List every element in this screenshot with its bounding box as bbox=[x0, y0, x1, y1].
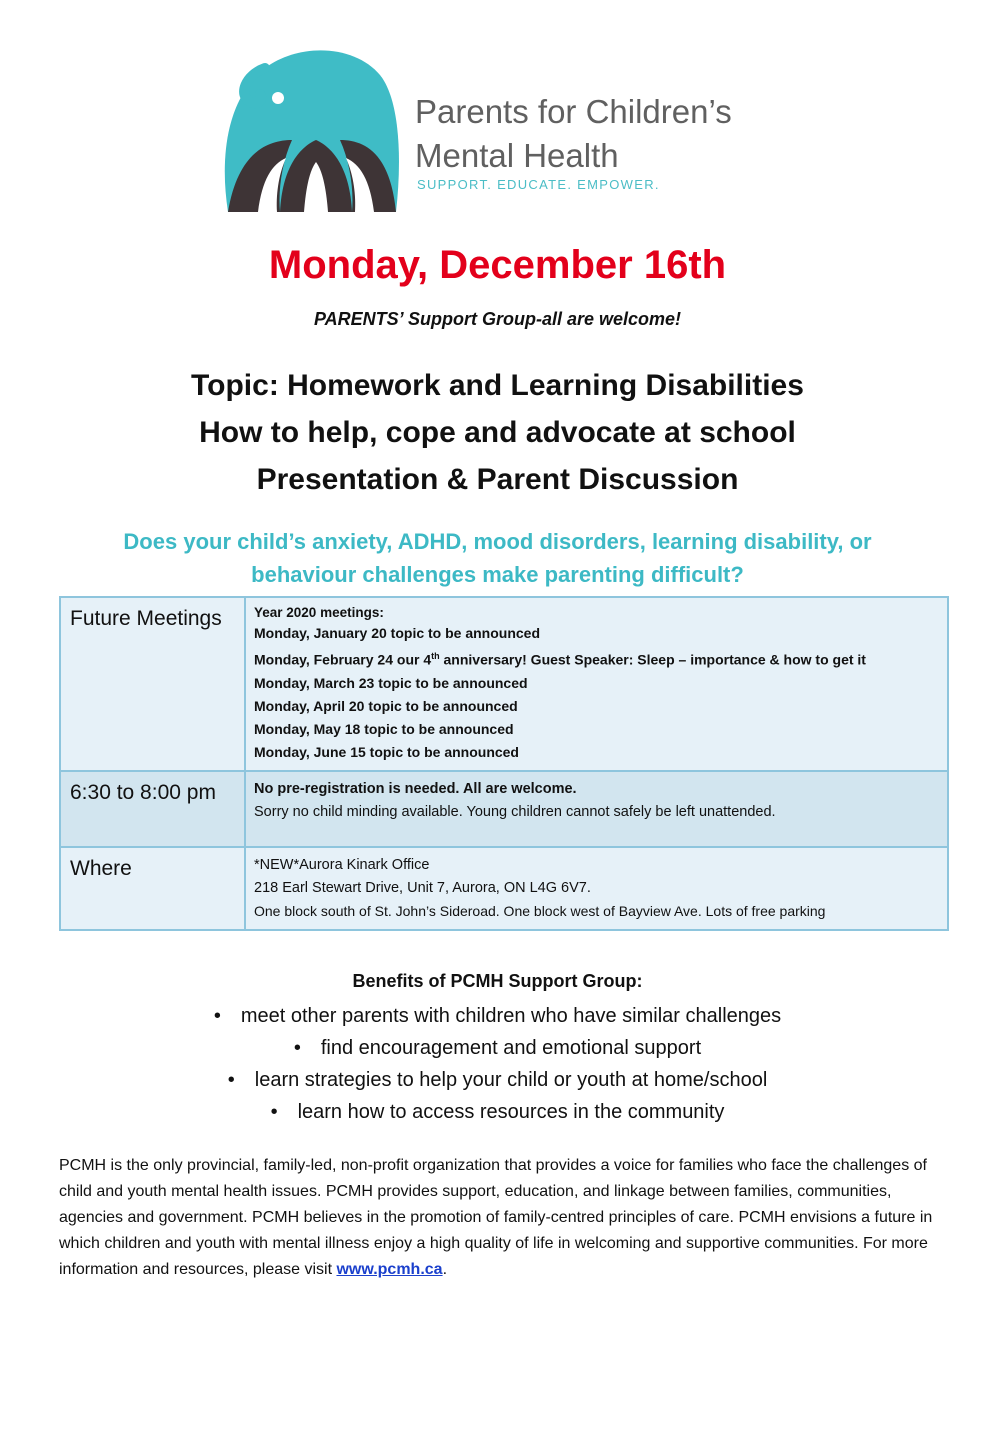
where-line3: One block south of St. John’s Sideroad. One block west of Bayview Ave. Lots of free parking bbox=[254, 902, 826, 919]
feb-prefix: Monday, February 24 our 4 bbox=[254, 651, 432, 668]
about-paragraph bbox=[59, 1153, 944, 1283]
meeting-info-table bbox=[59, 596, 949, 931]
benefits-list bbox=[0, 1000, 995, 1128]
question-line: behaviour challenges make parenting difficult? bbox=[251, 562, 744, 587]
benefit-text: learn strategies to help your child or youth at home/school bbox=[254, 1069, 768, 1091]
time-line1: No pre-registration is needed. All are welcome. bbox=[254, 780, 577, 797]
about-text: PCMH is the only provincial, family-led, non-profit organization that provides a voice for families who face the challenges of child and youth mental health issues. PCMH provides support, education, and linkage between families, communities, agencies and government. PCMH believes in the promotion of family-centred principles of care. PCMH envisions a future in which children and youth with mental illness enjoy a high quality of life in welcoming and supportive communities. For more information and resources, please visit bbox=[59, 1157, 933, 1278]
elephant-logo-icon bbox=[220, 40, 405, 220]
meeting-line: Monday, June 15 topic to be announced bbox=[254, 743, 519, 760]
event-date: Monday, December 16th bbox=[268, 243, 727, 287]
bullet-icon: • bbox=[270, 1101, 278, 1123]
list-item bbox=[0, 1096, 995, 1128]
future-meetings-value bbox=[245, 597, 948, 771]
feb-suffix: anniversary! Guest Speaker: Sleep – importance & how to get it bbox=[439, 651, 866, 668]
meeting-line-february bbox=[254, 645, 939, 672]
event-topic bbox=[0, 362, 995, 503]
meeting-line: Monday, April 20 topic to be announced bbox=[254, 697, 518, 714]
meeting-line: Monday, January 20 topic to be announced bbox=[254, 625, 541, 641]
where-value bbox=[245, 847, 948, 930]
table-row-future-meetings bbox=[60, 597, 948, 771]
org-name-line1: Parents for Children’s bbox=[415, 93, 732, 130]
pcmh-website-link[interactable]: www.pcmh.ca bbox=[336, 1261, 443, 1278]
bullet-icon: • bbox=[213, 1005, 221, 1027]
org-name bbox=[415, 90, 732, 178]
list-item bbox=[0, 1000, 995, 1032]
about-end: . bbox=[442, 1261, 448, 1278]
event-question bbox=[80, 525, 915, 591]
list-item bbox=[0, 1064, 995, 1096]
where-label: Where bbox=[60, 847, 245, 930]
feb-sup: th bbox=[431, 651, 440, 661]
event-subtitle: PARENTS’ Support Group-all are welcome! bbox=[313, 309, 682, 329]
time-line2: Sorry no child minding available. Young children cannot safely be left unattended. bbox=[254, 803, 776, 820]
future-meetings-label: Future Meetings bbox=[60, 597, 245, 771]
benefit-text: meet other parents with children who have similar challenges bbox=[240, 1005, 782, 1027]
meeting-line: Monday, March 23 topic to be announced bbox=[254, 674, 528, 691]
org-tagline: SUPPORT. EDUCATE. EMPOWER. bbox=[417, 177, 660, 192]
time-value bbox=[245, 771, 948, 847]
org-name-line2: Mental Health bbox=[415, 137, 619, 174]
benefits-title: Benefits of PCMH Support Group: bbox=[352, 971, 643, 991]
where-line1: *NEW*Aurora Kinark Office bbox=[254, 856, 430, 873]
question-line: Does your child’s anxiety, ADHD, mood disorders, learning disability, or bbox=[123, 529, 872, 554]
benefit-text: find encouragement and emotional support bbox=[320, 1037, 702, 1059]
list-item bbox=[0, 1032, 995, 1064]
time-label: 6:30 to 8:00 pm bbox=[60, 771, 245, 847]
benefit-text: learn how to access resources in the community bbox=[297, 1101, 725, 1123]
table-row-where bbox=[60, 847, 948, 930]
logo bbox=[220, 40, 820, 220]
table-row-time bbox=[60, 771, 948, 847]
where-line2: 218 Earl Stewart Drive, Unit 7, Aurora, ON L4G 6V7. bbox=[254, 879, 591, 896]
meetings-heading: Year 2020 meetings: bbox=[254, 605, 384, 620]
topic-line: How to help, cope and advocate at school bbox=[199, 416, 796, 449]
meeting-line: Monday, May 18 topic to be announced bbox=[254, 720, 514, 737]
topic-line: Topic: Homework and Learning Disabilities bbox=[191, 369, 804, 402]
topic-line: Presentation & Parent Discussion bbox=[256, 463, 739, 496]
bullet-icon: • bbox=[293, 1037, 301, 1059]
bullet-icon: • bbox=[227, 1069, 235, 1091]
